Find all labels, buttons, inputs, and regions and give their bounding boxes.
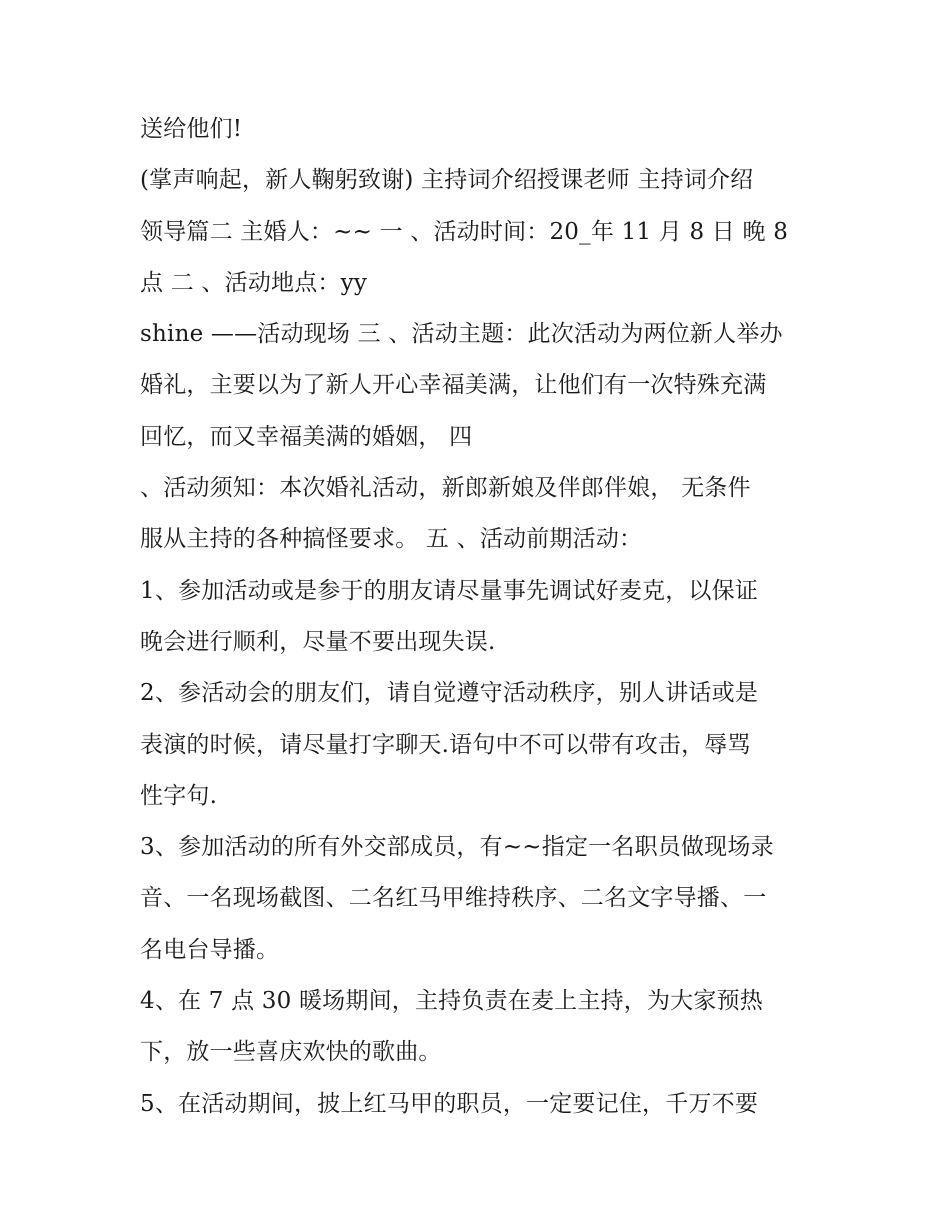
text-line: shine ——活动现场 三 、活动主题：此次活动为两位新人举办 (140, 321, 783, 348)
text-line: 5、在活动期间，披上红马甲的职员，一定要记住，千万不要 (140, 1090, 759, 1117)
text-line: 4、在 7 点 30 暖场期间，主持负责在麦上主持，为大家预热 (140, 988, 763, 1015)
text-line: 点 二 、活动地点：yy (140, 269, 368, 296)
text-line: (掌声响起，新人鞠躬致谢) 主持词介绍授课老师 主持词介绍 (140, 167, 754, 194)
text-line: 服从主持的各种搞怪要求。 五 、活动前期活动： (140, 526, 643, 553)
text-line: 领导篇二 主婚人：~~ 一 、活动时间：20_年 11 月 8 日 晚 8 (140, 218, 789, 245)
text-line: 名电台导播。 (140, 936, 280, 963)
text-line: 3、参加活动的所有外交部成员，有~~指定一名职员做现场录 (140, 834, 774, 861)
text-line: 音、一名现场截图、二名红马甲维持秩序、二名文字导播、一 (140, 885, 767, 912)
text-line: 1、参加活动或是参于的朋友请尽量事先调试好麦克，以保证 (140, 577, 759, 604)
document-body (140, 104, 820, 1130)
text-line: 晚会进行顺利，尽量不要出现失误. (140, 628, 496, 655)
text-line: 、活动须知：本次婚礼活动，新郎新娘及伴郎伴娘， 无条件 (140, 475, 751, 502)
text-line: 送给他们! (140, 116, 243, 142)
text-line: 表演的时候，请尽量打字聊天.语句中不可以带有攻击，辱骂 (140, 731, 751, 758)
text-line: 2、参活动会的朋友们，请自觉遵守活动秩序，别人讲话或是 (140, 680, 759, 707)
text-line: 下，放一些喜庆欢快的歌曲。 (140, 1039, 442, 1066)
text-line: 回忆，而又幸福美满的婚姻， 四 (140, 423, 473, 450)
text-line: 性字句. (140, 782, 218, 809)
text-line: 婚礼，主要以为了新人开心幸福美满，让他们有一次特殊充满 (140, 372, 767, 399)
